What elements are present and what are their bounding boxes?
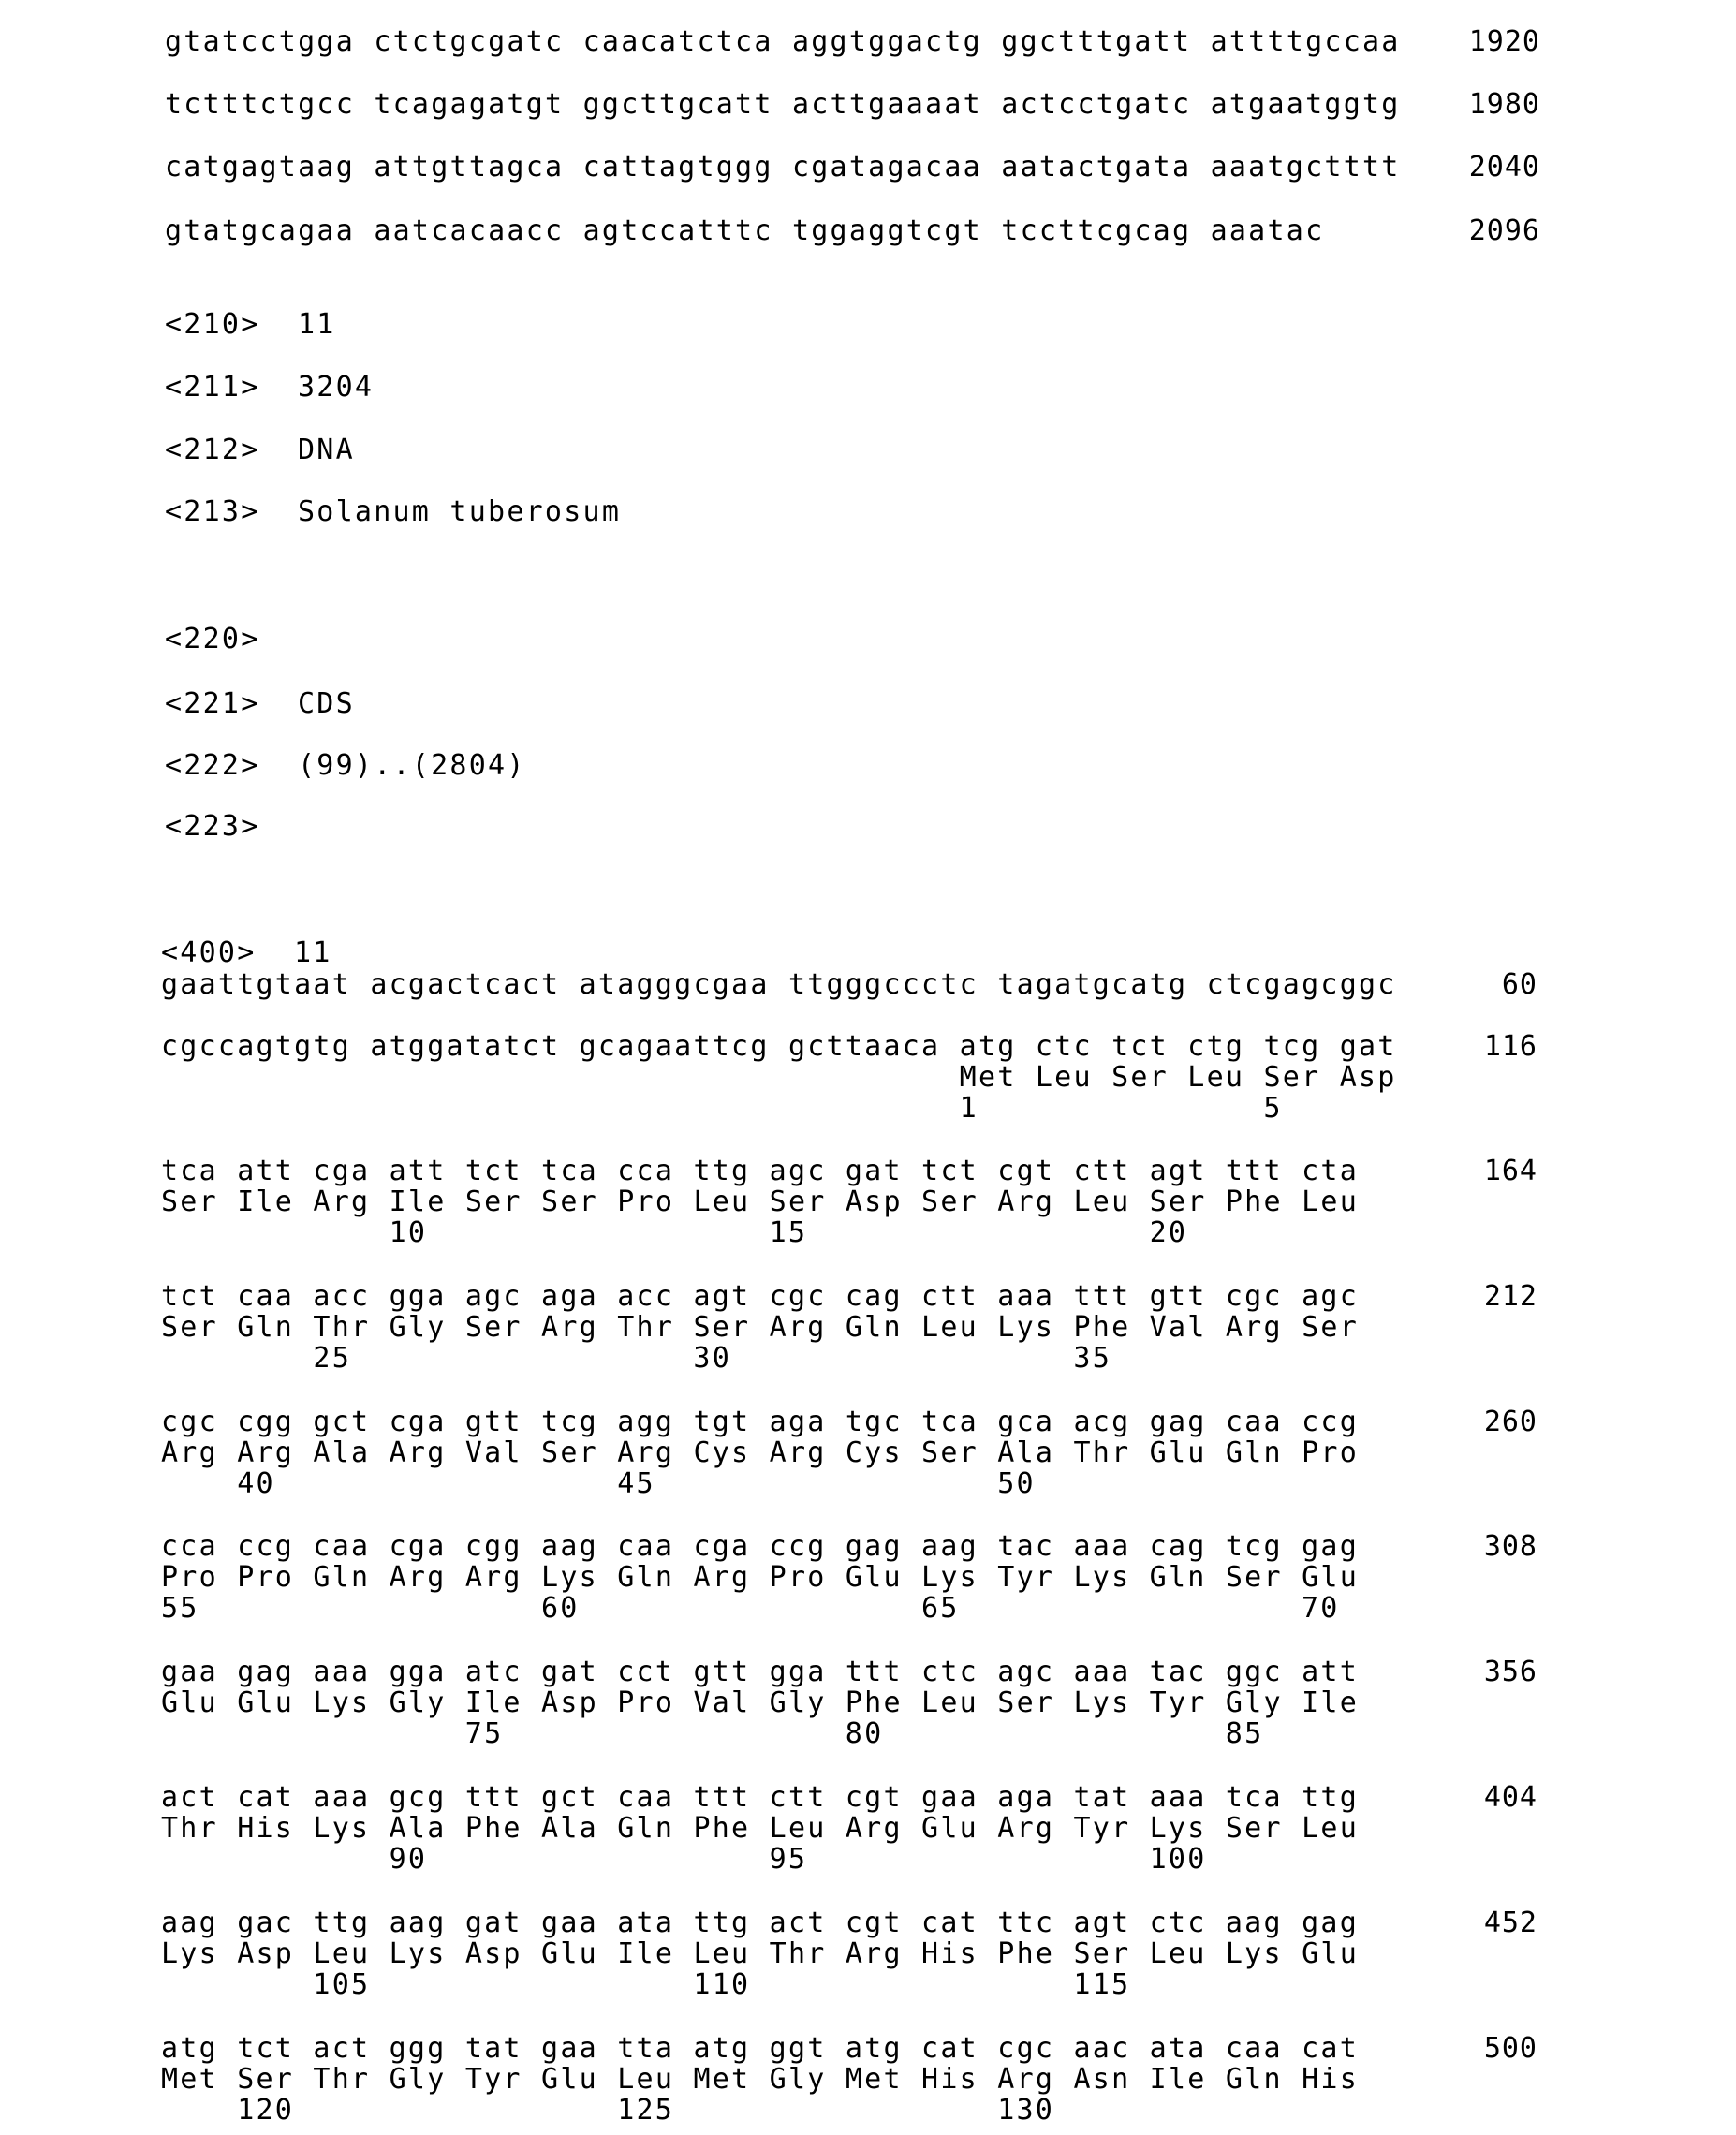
sequence-line: tctttctgcc tcagagatgt ggcttgcatt acttgaaaat actcctgatc atgaatggtg	[165, 88, 1401, 121]
nucleotide-line: tct caa acc gga agc aga acc agt cgc cag ctt aaa ttt gtt cgc agc	[161, 1280, 1359, 1313]
nucleotide-line: act cat aaa gcg ttt gct caa ttt ctt cgt gaa aga tat aaa tca ttg	[161, 1781, 1359, 1814]
residue-number: 70	[1302, 1592, 1340, 1625]
position-number: 308	[1483, 1530, 1537, 1563]
field-tag-211: <211>	[165, 371, 260, 404]
residue-number: 5	[1263, 1092, 1283, 1125]
residue-number: 65	[921, 1592, 960, 1625]
amino-acid-line: Met Leu Ser Leu Ser Asp	[161, 1061, 1397, 1094]
residue-number: 60	[541, 1592, 580, 1625]
residue-number: 75	[464, 1717, 504, 1750]
feature-location: (99)..(2804)	[298, 749, 526, 782]
nucleotide-line: gaattgtaat acgactcact atagggcgaa ttgggccctc tagatgcatg ctcgagcggc	[161, 968, 1397, 1001]
position-number: 164	[1483, 1155, 1537, 1187]
molecule-type: DNA	[298, 434, 355, 466]
field-tag-210: <210>	[165, 308, 260, 341]
residue-number: 120	[237, 2094, 295, 2127]
amino-acid-line: Ser Ile Arg Ile Ser Ser Pro Leu Ser Asp Ser Arg Leu Ser Phe Leu	[161, 1185, 1359, 1218]
amino-acid-line: Pro Pro Gln Arg Arg Lys Gln Arg Pro Glu Lys Tyr Lys Gln Ser Glu	[161, 1561, 1359, 1594]
sequence-length: 3204	[298, 371, 375, 404]
residue-number: 95	[769, 1843, 808, 1876]
residue-number: 110	[693, 1968, 751, 2001]
residue-number: 40	[237, 1467, 275, 1500]
amino-acid-line: Ser Gln Thr Gly Ser Arg Thr Ser Arg Gln Leu Lys Phe Val Arg Ser	[161, 1311, 1359, 1344]
field-tag-212: <212>	[165, 434, 260, 466]
position-number: 500	[1483, 2032, 1537, 2065]
position-number: 452	[1483, 1907, 1537, 1939]
residue-number: 90	[389, 1843, 428, 1876]
position-number: 404	[1483, 1781, 1537, 1814]
nucleotide-line: aag gac ttg aag gat gaa ata ttg act cgt cat ttc agt ctc aag gag	[161, 1907, 1359, 1939]
residue-number: 20	[1149, 1216, 1188, 1249]
residue-number: 45	[617, 1467, 655, 1500]
residue-number: 55	[161, 1592, 199, 1625]
position-number: 356	[1483, 1656, 1537, 1688]
organism: Solanum tuberosum	[298, 495, 622, 528]
position-number: 1980	[1468, 88, 1540, 121]
residue-number: 25	[313, 1342, 351, 1375]
residue-number: 1	[959, 1092, 978, 1125]
residue-number: 50	[997, 1467, 1036, 1500]
field-tag-221: <221>	[165, 687, 260, 720]
nucleotide-line: cca ccg caa cga cgg aag caa cga ccg gag aag tac aaa cag tcg gag	[161, 1530, 1359, 1563]
amino-acid-line: Arg Arg Ala Arg Val Ser Arg Cys Arg Cys Ser Ala Thr Glu Gln Pro	[161, 1436, 1359, 1469]
residue-number: 115	[1073, 1968, 1131, 2001]
residue-number: 125	[617, 2094, 675, 2127]
position-number: 2096	[1468, 214, 1540, 247]
sequence-line: gtatcctgga ctctgcgatc caacatctca aggtggactg ggctttgatt attttgccaa	[165, 25, 1401, 58]
amino-acid-line: Thr His Lys Ala Phe Ala Gln Phe Leu Arg Glu Arg Tyr Lys Ser Leu	[161, 1812, 1359, 1845]
position-number: 260	[1483, 1406, 1537, 1438]
position-number: 1920	[1468, 25, 1540, 58]
field-tag-223: <223>	[165, 810, 260, 843]
residue-number: 10	[389, 1216, 428, 1249]
nucleotide-line: gaa gag aaa gga atc gat cct gtt gga ttt ctc agc aaa tac ggc att	[161, 1656, 1359, 1688]
residue-number: 105	[313, 1968, 371, 2001]
residue-number: 15	[769, 1216, 808, 1249]
nucleotide-line: cgccagtgtg atggatatct gcagaattcg gcttaaca atg ctc tct ctg tcg gat	[161, 1030, 1397, 1063]
sequence-line: catgagtaag attgttagca cattagtggg cgatagacaa aatactgata aaatgctttt	[165, 151, 1401, 184]
sequence-line: gtatgcagaa aatcacaacc agtccatttc tggaggtcgt tccttcgcag aaatac	[165, 214, 1325, 247]
residue-number: 80	[845, 1717, 884, 1750]
position-number: 60	[1501, 968, 1537, 1001]
position-number: 116	[1483, 1030, 1537, 1063]
feature-key: CDS	[298, 687, 355, 720]
amino-acid-line: Glu Glu Lys Gly Ile Asp Pro Val Gly Phe Leu Ser Lys Tyr Gly Ile	[161, 1686, 1359, 1719]
field-tag-220: <220>	[165, 623, 260, 655]
amino-acid-line: Met Ser Thr Gly Tyr Glu Leu Met Gly Met His Arg Asn Ile Gln His	[161, 2063, 1359, 2096]
nucleotide-line: cgc cgg gct cga gtt tcg agg tgt aga tgc tca gca acg gag caa ccg	[161, 1406, 1359, 1438]
amino-acid-line: Lys Asp Leu Lys Asp Glu Ile Leu Thr Arg His Phe Ser Leu Lys Glu	[161, 1937, 1359, 1970]
nucleotide-line: atg tct act ggg tat gaa tta atg ggt atg cat cgc aac ata caa cat	[161, 2032, 1359, 2065]
nucleotide-line: tca att cga att tct tca cca ttg agc gat tct cgt ctt agt ttt cta	[161, 1155, 1359, 1187]
residue-number: 35	[1073, 1342, 1111, 1375]
sequence-header-id: 11	[294, 936, 332, 969]
sequence-id-number: 11	[298, 308, 336, 341]
residue-number: 100	[1149, 1843, 1207, 1876]
field-tag-213: <213>	[165, 495, 260, 528]
residue-number: 85	[1225, 1717, 1264, 1750]
residue-number: 130	[997, 2094, 1055, 2127]
position-number: 212	[1483, 1280, 1537, 1313]
residue-number: 30	[693, 1342, 731, 1375]
field-tag-222: <222>	[165, 749, 260, 782]
field-tag-400: <400>	[161, 936, 257, 969]
position-number: 2040	[1468, 151, 1540, 184]
